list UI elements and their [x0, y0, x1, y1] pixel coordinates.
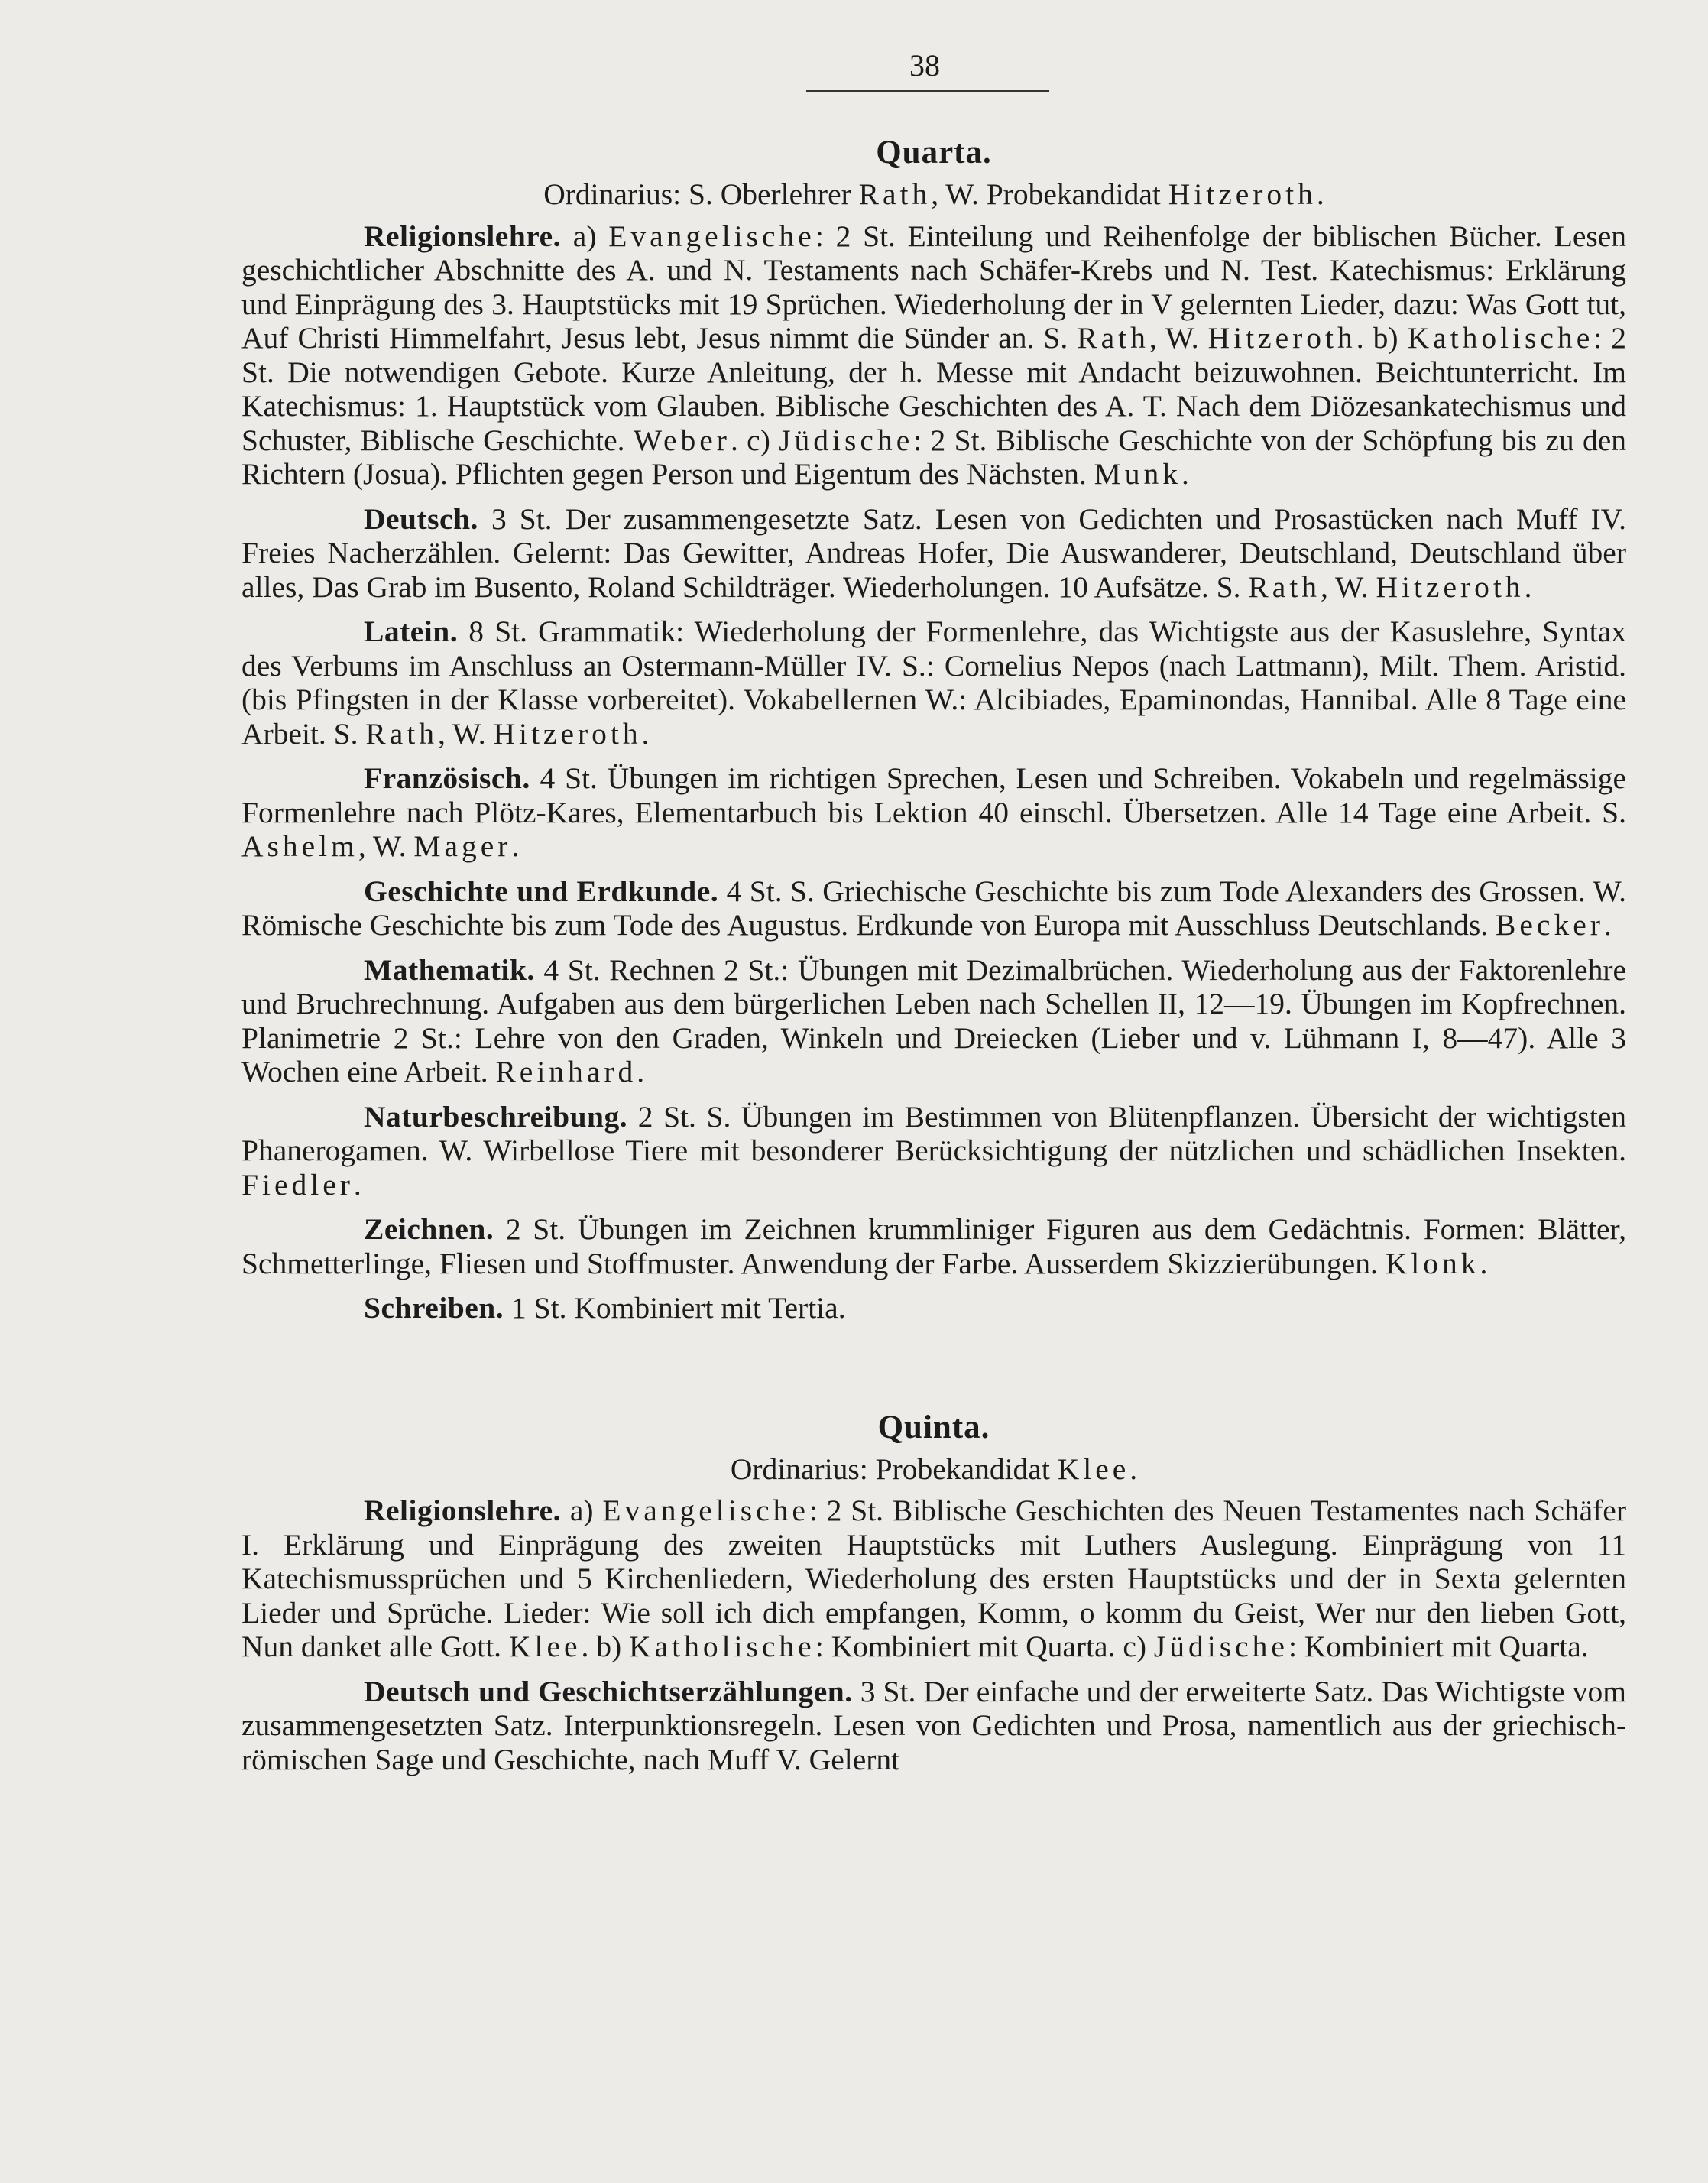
quarta-mathematik: Mathematik. 4 St. Rechnen 2 St.: Übungen mit Dezimalbrüchen. Wiederholung aus der Faktorenlehre und Bruchrechnung. Aufgaben aus dem bürgerlichen Leben nach Schellen II, 12—19. Übungen im Kopfrechnen. Planimetrie 2 St.: Lehre von den Graden, Winkeln und Dreiecken (Lieber und v. Lühmann I, 8—47). Alle 3 Wochen eine Arbeit. Reinhard.: [241, 952, 1626, 1088]
teacher-name: Hitzeroth: [1168, 177, 1317, 211]
teacher-name: Rath: [1077, 321, 1149, 355]
subject-heading: Mathematik.: [364, 952, 535, 987]
teacher-name: Hitzeroth: [1207, 321, 1356, 355]
page-content: [241, 130, 1626, 1787]
teacher-name: Reinhard: [495, 1055, 637, 1088]
quinta-deutsch: Deutsch und Geschichtserzählungen. 3 St. Der einfache und der erweiterte Satz. Das Wichtigste vom zusammengesetzten Satz. Interpunktionsregeln. Lesen von Gedichten und Prosa, namentlich aus der griechisch-römischen Sage und Geschichte, nach Muff V. Gelernt: [241, 1674, 1626, 1776]
teacher-name: Jüdische: [779, 423, 914, 457]
teacher-name: Hitzeroth: [1376, 569, 1525, 604]
quarta-heading: Quarta.: [876, 135, 992, 170]
quarta-latein: Latein. 8 St. Grammatik: Wiederholung der Formenlehre, das Wichtigste aus der Kasuslehre, Syntax des Verbums im Anschluss an Ostermann-Müller IV. S.: Cornelius Nepos (nach Lattmann), Milt. Them. Aristid. (bis Pfingsten in der Klasse vorbereitet). Vokabellernen W.: Alcibiades, Epaminondas, Hannibal. Alle 8 Tage eine Arbeit. S. Rath, W. Hitzeroth.: [241, 615, 1626, 751]
quarta-deutsch: Deutsch. 3 St. Der zusammengesetzte Satz. Lesen von Gedichten und Prosastücken nach Muff IV. Freies Nacherzählen. Gelernt: Das Gewitter, Andreas Hofer, Die Auswanderer, Deutschland, Deutschland über alles, Das Grab im Busento, Roland Schildträger. Wiederholungen. 10 Aufsätze. S. Rath, W. Hitzeroth.: [241, 501, 1626, 604]
teacher-name: Klee: [1057, 1452, 1130, 1486]
teacher-name: Mager: [413, 829, 512, 863]
quinta-heading: Quinta.: [877, 1409, 990, 1445]
teacher-name: Klee: [508, 1630, 582, 1663]
quarta-geschichte: Geschichte und Erdkunde. 4 St. S. Griechische Geschichte bis zum Tode Alexanders des Grossen. W. Römische Geschichte bis zum Tode des Augustus. Erdkunde von Europa mit Ausschluss Deutschlands. Becker.: [241, 874, 1627, 942]
subject-heading: Französisch.: [364, 761, 530, 795]
quarta-ordinarius: Ordinarius: S. Oberlehrer Rath, W. Probekandidat Hitzeroth.: [543, 177, 1324, 211]
quinta-ordinarius: Ordinarius: Probekandidat Klee.: [730, 1452, 1138, 1486]
quinta-section: [241, 1405, 1626, 1777]
page-number: 38: [909, 48, 940, 83]
teacher-name: Rath: [365, 716, 438, 751]
teacher-name: Munk: [1094, 457, 1181, 491]
subject-heading: Latein.: [364, 615, 459, 648]
header-rule: [806, 90, 1049, 92]
teacher-name: Jüdische: [1153, 1630, 1288, 1663]
quinta-religion: Religionslehre. a) Evangelische: 2 St. Biblische Geschichten des Neuen Testamentes nach Schäfer I. Erklärung und Einprägung des zweiten Hauptstücks mit Luthers Auslegung. Einprägung von 11 Katechismussprüchen und 5 Kirchenliedern, Wiederholung des ersten Hauptstücks und der in Sexta gelernten Lieder und Sprüche. Lieder: Wie soll ich dich empfangen, Komm, o komm du Geist, Wer nur den lieben Gott, Nun danket alle Gott. Klee. b) Katholische: Kombiniert mit Quarta. c) Jüdische: Kombiniert mit Quarta.: [241, 1494, 1626, 1663]
quarta-schreiben: Schreiben. 1 St. Kombiniert mit Tertia.: [364, 1291, 846, 1325]
teacher-name: Evangelische: [608, 219, 815, 253]
subject-heading: Zeichnen.: [364, 1212, 494, 1246]
quarta-naturbeschreibung: Naturbeschreibung. 2 St. S. Übungen im Bestimmen von Blütenpflanzen. Übersicht der wichtigsten Phanerogamen. W. Wirbellose Tiere mit besonderer Berücksichtigung der nützlichen und schädlichen Insekten. Fiedler.: [241, 1099, 1626, 1202]
teacher-name: Evangelische: [602, 1494, 809, 1527]
teacher-name: Katholische: [1407, 321, 1594, 355]
subject-heading: Religionslehre.: [364, 1494, 562, 1527]
teacher-name: Katholische: [629, 1630, 815, 1663]
teacher-name: Ashelm: [241, 829, 358, 863]
teacher-name: Rath: [858, 177, 932, 211]
quarta-franzoesisch: Französisch. 4 St. Übungen im richtigen Sprechen, Lesen und Schreiben. Vokabeln und regelmässige Formenlehre nach Plötz-Kares, Elementarbuch bis Lektion 40 einschl. Übersetzen. Alle 14 Tage eine Arbeit. S. Ashelm, W. Mager.: [241, 761, 1626, 863]
subject-heading: Naturbeschreibung.: [364, 1099, 628, 1134]
subject-heading: Schreiben.: [364, 1291, 504, 1325]
teacher-name: Rath: [1248, 569, 1321, 604]
teacher-name: Becker: [1496, 908, 1604, 942]
quarta-zeichnen: Zeichnen. 2 St. Übungen im Zeichnen krummliniger Figuren aus dem Gedächtnis. Formen: Blätter, Schmetterlinge, Fliesen und Stoffmuster. Anwendung der Farbe. Ausserdem Skizzierübungen. Klonk.: [241, 1212, 1626, 1280]
quarta-section: [241, 130, 1626, 1325]
subject-heading: Geschichte und Erdkunde.: [364, 874, 719, 908]
teacher-name: Weber: [633, 423, 731, 457]
subject-heading: Deutsch.: [364, 501, 478, 536]
teacher-name: Klonk: [1385, 1246, 1480, 1280]
subject-heading: Religionslehre.: [364, 219, 562, 253]
subject-heading: Deutsch und Geschichtserzählungen.: [364, 1674, 853, 1708]
teacher-name: Fiedler: [241, 1167, 354, 1202]
quarta-religion: Religionslehre. a) Evangelische: 2 St. Einteilung und Reihenfolge der biblischen Bücher. Lesen geschichtlicher Abschnitte des A. und N. Testaments nach Schäfer-Krebs und N. Test. Katechismus: Erklärung und Einprägung des 3. Hauptstücks mit 19 Sprüchen. Wiederholung der in V gelernten Lieder, dazu: Was Gott tut, Auf Christi Himmelfahrt, Jesus lebt, Jesus nimmt die Sünder an. S. Rath, W. Hitzeroth. b) Katholische: 2 St. Die notwendigen Gebote. Kurze Anleitung, der h. Messe mit Andacht beizuwohnen. Beichtunterricht. Im Katechismus: 1. Hauptstück vom Glauben. Biblische Geschichten des A. T. Nach dem Diözesankatechismus und Schuster, Biblische Geschichte. Weber. c) Jüdische: 2 St. Biblische Geschichte von der Schöpfung bis zu den Richtern (Josua). Pflichten gegen Person und Eigentum des Nächsten. Munk.: [241, 219, 1627, 491]
teacher-name: Hitzeroth: [493, 716, 642, 751]
